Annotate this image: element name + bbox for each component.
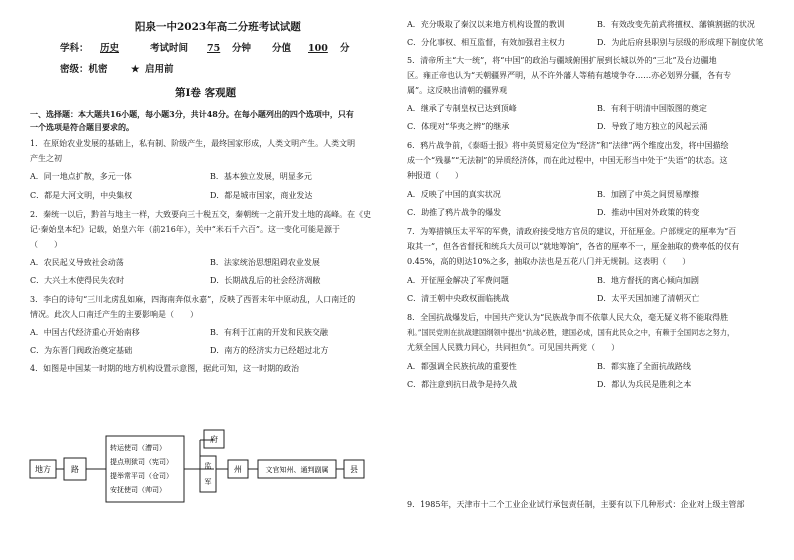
q1-option-b: B．基本独立发展，明显多元	[210, 172, 312, 181]
jun-label: 军	[204, 478, 212, 486]
q3-option-a: A．中国古代经济重心开始南移	[30, 328, 140, 337]
q1-option-c: C．都是大河文明，中央集权	[30, 191, 133, 200]
q5-option-d: D．导致了地方独立的风起云涌	[597, 122, 708, 131]
q6-line3: 种报道（ ）	[407, 171, 463, 180]
office-3: 提举常平司（仓司）	[110, 472, 173, 480]
q2-option-c: C．大兴土木使得民失农时	[30, 276, 125, 285]
time-label: 考试时间	[150, 43, 189, 54]
q7-option-d: D．太平天国加速了清朝灭亡	[597, 294, 700, 303]
q2-option-d: D．长期战乱后的社会经济凋敝	[210, 276, 321, 285]
local-institutions-diagram	[28, 378, 368, 508]
wenguan-label: 文官知州、通判副属	[265, 466, 329, 474]
q1-line1: 1．在原始农业发展的基础上，私有制、阶级产生，最终国家形成，人类文明产生。人类文明	[30, 139, 356, 148]
q5-option-a: A．继承了专制皇权已达到顶峰	[407, 104, 517, 113]
q3-option-d: D．南方的经济实力已经超过北方	[210, 346, 329, 355]
zhou-label: 州	[234, 465, 242, 474]
q6-line1: 6．鸦片战争前，《泰晤士报》将中英贸易定位为“经济”和“法律”两个维度出发，将中国描绘	[407, 141, 729, 150]
q8-line1: 8．全国抗战爆发后，中国共产党认为“民族战争而不依靠人民大众，毫无疑义将不能取得胜	[407, 313, 729, 322]
secret-status: 启用前	[145, 64, 174, 75]
office-4: 安抚使司（帅司）	[110, 486, 166, 494]
q9-line1: 9．1985年，天津市十二个工业企业试行承包责任制，主要有以下几种形式：企业对上级主管部	[407, 500, 745, 509]
fu-label: 府	[210, 435, 218, 444]
q4-line1: 4．如图是中国某一时期的地方机构设置示意图，据此可知，这一时期的政治	[30, 364, 300, 373]
score-value: 100	[308, 43, 328, 54]
q6-option-d: D．推动中国对外政策的转变	[597, 208, 700, 217]
q7-line1: 7．为筹措镇压太平军的军费，清政府接受地方官员的建议，开征厘金。户部规定的厘率为“百	[407, 227, 737, 236]
q4-option-d: D．为此后府县职别与层级的形成理下制度伏笔	[597, 38, 764, 47]
q7-option-a: A．开征厘金解决了军费问题	[407, 276, 509, 285]
q5-line2: 区。雍正帝也认为“天朝疆界严明，从不许外藩人等稍有越境争夺……亦必划界分疆，各有专	[407, 71, 732, 80]
q5-line3: 属”。这反映出清朝的疆界观	[407, 86, 508, 95]
q8-option-d: D．都认为兵民是胜利之本	[597, 380, 692, 389]
instructions-line2: 一个选项是符合题目要求的。	[30, 122, 134, 132]
difang-label: 地方	[35, 465, 51, 474]
q7-option-b: B．地方督抚的离心倾向加剧	[597, 276, 699, 285]
q2-line2: 记·秦始皇本纪》记载，始皇六年（前216年），关中“米石千六百”。这一变化可能是源于	[30, 225, 340, 234]
school-title: 阳泉一中2023年高二分班考试试题	[135, 21, 301, 33]
q3-option-b: B．有利于江南的开发和民族交融	[210, 328, 328, 337]
q7-line3: 0.45%，高的则达10%之多，抽取办法也是五花八门并无规制。这表明（ ）	[407, 257, 691, 266]
q6-option-a: A．反映了中国的真实状况	[407, 190, 501, 199]
score-unit: 分	[340, 43, 350, 54]
score-label: 分值	[272, 43, 292, 54]
q4-option-a: A．充分吸取了秦汉以来地方机构设置的教训	[407, 20, 565, 29]
q7-line2: 取其一”，但各省督抚和统兵大员可以“就地筹饷”，各省的厘率不一，厘金抽取的费率低的仅有	[407, 242, 740, 251]
time-value: 75	[207, 43, 221, 54]
lu-label: 路	[71, 465, 79, 474]
q2-line1: 2．秦统一以后，黔首与地主一样，大致要向三十税五交，秦朝统一之前开发土地的高峰。在《史	[30, 210, 372, 219]
q5-option-b: B．有利于明清中国版图的奠定	[597, 104, 707, 113]
q4-option-b: B．有效改变先前武将擅权、藩镇割据的状况	[597, 20, 755, 29]
q1-option-d: D．都是城市国家，商业发达	[210, 191, 313, 200]
office-1: 转运使司（漕司）	[110, 444, 166, 452]
instructions-line1: 一、选择题：本大题共16小题，每小题3分，共计48分。在每小题列出的四个选项中，只有	[30, 109, 354, 119]
q7-option-c: C．清王朝中央政权面临挑战	[407, 294, 510, 303]
q3-line1: 3．李白的诗句“三川北虏乱如麻，四海南奔似永嘉”，反映了西晋末年中原动乱，人口南迁的	[30, 295, 356, 304]
q3-option-c: C．为东晋门阀政治奠定基础	[30, 346, 133, 355]
q8-option-b: B．都实施了全面抗战路线	[597, 362, 691, 371]
star-icon: ★	[131, 64, 140, 75]
office-2: 提点刑狱司（宪司）	[110, 458, 173, 466]
secret-label: 密级：机密	[60, 64, 108, 75]
q5-option-c: C．体现对“华夷之辨”的继承	[407, 122, 510, 131]
time-unit: 分钟	[232, 43, 252, 54]
q8-line2: 利。”国民党则在抗战建国纲领中提出“抗战必胜，建国必成，国有此民众之中，有赖于全国同志之努力，	[407, 328, 735, 337]
q6-option-b: B．加剧了中英之间贸易摩擦	[597, 190, 699, 199]
section-title: 第Ⅰ卷 客观题	[175, 87, 237, 99]
q8-line3: 尤须全国人民戮力同心，共同担负”。可见国共两党（ ）	[407, 343, 620, 352]
jian-label: 监	[204, 462, 212, 470]
q1-line2: 产生之初	[30, 154, 62, 163]
q2-option-b: B．法家统治思想阻碍农业发展	[210, 258, 320, 267]
q1-option-a: A．同一地点扩散，多元一体	[30, 172, 132, 181]
q2-option-a: A．农民起义导致社会动荡	[30, 258, 124, 267]
q5-line1: 5．清帝所主“大一统”，将“中国”的政治与疆域俯围扩展到长城以外的“三北”及台边疆地	[407, 56, 717, 65]
q3-line2: 情况。此次人口南迁产生的主要影响是（ ）	[30, 310, 198, 319]
subject-label: 学科：	[60, 43, 89, 54]
subject-value: 历史	[100, 43, 120, 54]
q6-option-c: C．助推了鸦片战争的爆发	[407, 208, 502, 217]
q4-option-c: C．分化事权、相互监督，有效加强君主权力	[407, 38, 566, 47]
xian-label: 县	[350, 465, 358, 474]
q2-line3: （ ）	[30, 240, 62, 249]
q6-line2: 成一个“残暴”“无法制”的异质经济体，而在此过程中，中国无形当中处于“失语”的状态。这	[407, 156, 728, 165]
q8-option-c: C．都注意到抗日战争是持久战	[407, 380, 518, 389]
q8-option-a: A．都强调全民族抗战的重要性	[407, 362, 517, 371]
